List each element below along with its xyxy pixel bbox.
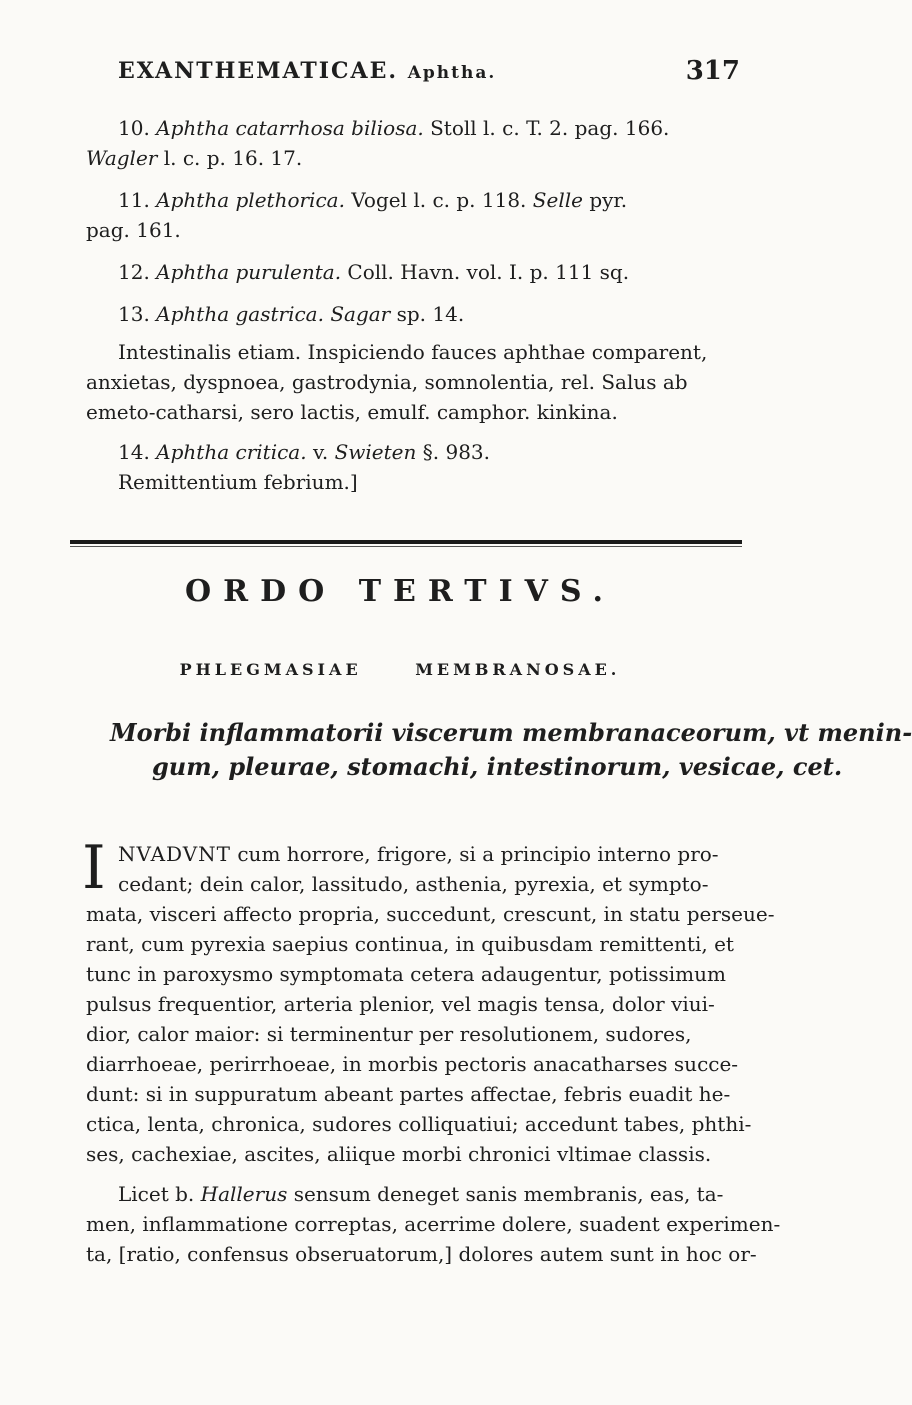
entry-reference: l. c. p. 16. 17.: [163, 146, 303, 170]
entry-name: Aphtha critica.: [156, 440, 307, 464]
class-title-b: MEMBRANOSAE.: [415, 660, 621, 679]
entry-reference: §. 983.: [422, 440, 491, 464]
order-subtitle-2: gum, pleurae, stomachi, intestinorum, vesicae, cet.: [152, 752, 843, 781]
entry-name: Aphtha catarrhosa biliosa.: [156, 116, 424, 140]
entry-author: Wagler: [86, 146, 158, 170]
entry-12: [118, 260, 629, 284]
running-title-main: EXANTHEMATICAE.: [118, 58, 399, 84]
intestinal-line-2: anxietas, dyspnoea, gastrodynia, somnolentia, rel. Salus ab: [86, 370, 688, 394]
entry-11: [118, 188, 627, 212]
entry-number: 13.: [118, 302, 150, 326]
section-rule-thin: [70, 546, 742, 547]
entry-11-cont: [86, 218, 181, 242]
entry-13: [118, 302, 464, 326]
body-line-5: tunc in paroxysmo symptomata cetera adaugentur, potissimum: [86, 962, 726, 986]
body-line-4: rant, cum pyrexia saepius continua, in quibusdam remittenti, et: [86, 932, 734, 956]
body-line-1: [118, 842, 719, 866]
entry-10: [118, 116, 669, 140]
body-lead-word: NVADVNT: [118, 842, 231, 866]
running-header: [118, 58, 740, 98]
entry-reference: pag. 161.: [86, 218, 181, 242]
body-line-8: diarrhoeae, perirrhoeae, in morbis pectoris anacatharses succe-: [86, 1052, 739, 1076]
entry-author: Swieten: [334, 440, 417, 464]
body-author: Hallerus: [200, 1182, 288, 1206]
body-line-2: cedant; dein calor, lassitudo, asthenia, pyrexia, et sympto-: [118, 872, 709, 896]
entry-name: Aphtha gastrica.: [156, 302, 324, 326]
body-line-text: cum horrore, frigore, si a principio interno pro-: [237, 842, 719, 866]
entry-name: Aphtha plethorica.: [156, 188, 345, 212]
entry-reference: Coll. Havn. vol. I. p. 111 sq.: [347, 260, 630, 284]
order-subtitle-1: Morbi inflammatorii viscerum membranaceorum, vt menin-: [110, 718, 912, 747]
entry-number: 11.: [118, 188, 150, 212]
running-title-sub: Aphtha.: [407, 63, 497, 83]
body-text: Licet b.: [118, 1182, 195, 1206]
entry-14-cont: Remittentium febrium.]: [118, 470, 358, 494]
class-title: [0, 660, 800, 679]
entry-name: Aphtha purulenta.: [156, 260, 342, 284]
running-title: [118, 58, 496, 84]
intestinal-line-3: emeto-catharsi, sero lactis, emulf. camphor. kinkina.: [86, 400, 618, 424]
entry-reference-pre: v.: [312, 440, 329, 464]
entry-number: 12.: [118, 260, 150, 284]
entry-number: 10.: [118, 116, 150, 140]
intestinal-line-1: Intestinalis etiam. Inspiciendo fauces aphthae comparent,: [118, 340, 708, 364]
entry-reference: Vogel l. c. p. 118.: [351, 188, 527, 212]
body-p2-line-2: men, inflammatione correptas, acerrime dolere, suadent experimen-: [86, 1212, 781, 1236]
drop-cap: I: [82, 833, 106, 903]
body-p2-line-1: [118, 1182, 723, 1206]
page-number: 317: [685, 56, 740, 86]
order-title: ORDO TERTIVS.: [185, 574, 615, 609]
body-p2-line-3: ta, [ratio, confensus obseruatorum,] dolores autem sunt in hoc or-: [86, 1242, 757, 1266]
entry-reference: sp. 14.: [396, 302, 465, 326]
entry-10-cont: [86, 146, 302, 170]
entry-author: Selle: [532, 188, 583, 212]
entry-reference: Stoll l. c. T. 2. pag. 166.: [430, 116, 670, 140]
body-line-3: mata, visceri affecto propria, succedunt, crescunt, in statu perseue-: [86, 902, 775, 926]
entry-author: Sagar: [330, 302, 391, 326]
body-text: sensum deneget sanis membranis, eas, ta-: [293, 1182, 724, 1206]
entry-14: [118, 440, 490, 464]
entry-number: 14.: [118, 440, 150, 464]
body-line-10: ctica, lenta, chronica, sudores colliquatiui; accedunt tabes, phthi-: [86, 1112, 752, 1136]
class-title-a: PHLEGMASIAE: [179, 660, 362, 679]
body-line-11: ses, cachexiae, ascites, aliique morbi chronici vltimae classis.: [86, 1142, 712, 1166]
section-rule: [70, 540, 742, 544]
body-line-6: pulsus frequentior, arteria plenior, vel magis tensa, dolor viui-: [86, 992, 715, 1016]
body-line-9: dunt: si in suppuratum abeant partes affectae, febris euadit he-: [86, 1082, 731, 1106]
body-line-7: dior, calor maior: si terminentur per resolutionem, sudores,: [86, 1022, 692, 1046]
entry-reference-tail: pyr.: [589, 188, 628, 212]
